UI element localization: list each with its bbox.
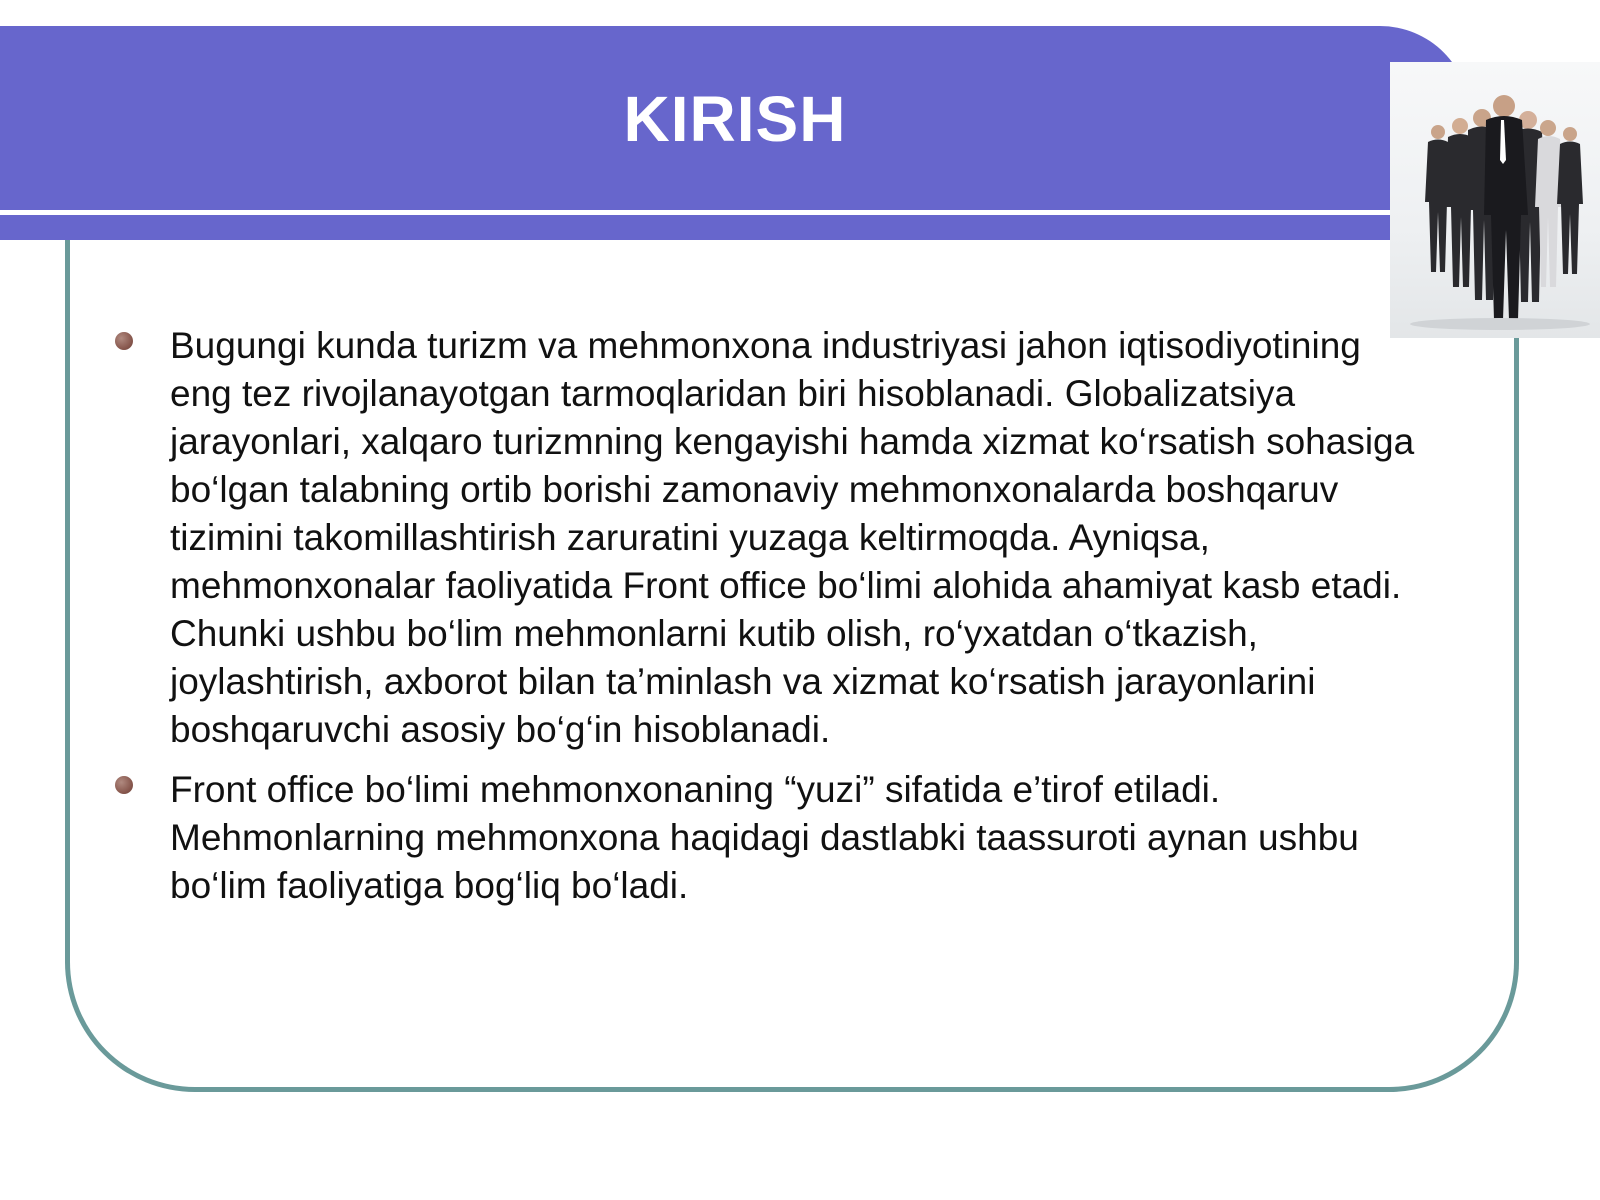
bullet-item xyxy=(112,322,1432,754)
bullet-dot-icon xyxy=(115,776,133,794)
bullet-text: Front office bo‘limi mehmonxonaning “yuzi” sifatida e’tirof etiladi. Mehmonlarning mehmonxona haqidagi dastlabki taassuroti aynan ushbu bo‘lim faoliyatiga bog‘liq bo‘ladi. xyxy=(170,769,1359,906)
bullet-dot-icon xyxy=(115,332,133,350)
slide-title: KIRISH xyxy=(623,83,847,155)
bullet-list xyxy=(112,322,1432,922)
bullet-text: Bugungi kunda turizm va mehmonxona industriyasi jahon iqtisodiyotining eng tez rivojlanayotgan tarmoqlaridan biri hisoblanadi. Globalizatsiya jarayonlari, xalqaro turizmning kengayishi hamda xizmat ko‘rsatish sohasiga bo‘lgan talabning ortib borishi zamonaviy mehmonxonalarda boshqaruv tizimini takomillashtirish zaruratini yuzaga keltirmoqda. Ayniqsa, mehmonxonalar faoliyatida Front office bo‘limi alohida ahamiyat kasb etadi. Chunki ushbu bo‘lim mehmonlarni kutib olish, ro‘yxatdan o‘tkazish, joylashtirish, axborot bilan ta’minlash va xizmat ko‘rsatish jarayonlarini boshqaruvchi asosiy bo‘g‘in hisoblanadi. xyxy=(170,325,1415,750)
title-underline-bar xyxy=(0,215,1395,240)
business-team-photo xyxy=(1390,62,1600,338)
bullet-item xyxy=(112,766,1432,910)
